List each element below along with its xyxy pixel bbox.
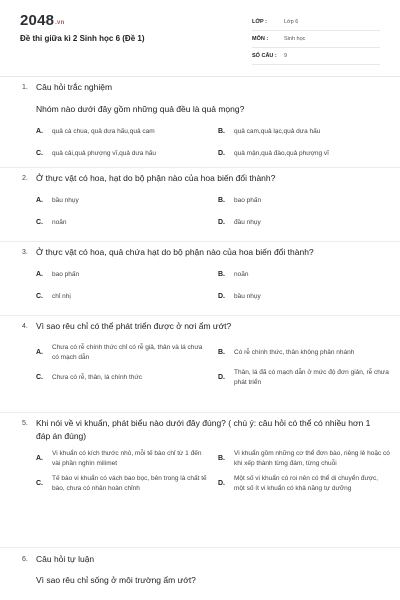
question-separator bbox=[0, 315, 400, 316]
options-grid bbox=[36, 449, 390, 493]
option-c[interactable] bbox=[36, 291, 208, 303]
option-b[interactable] bbox=[218, 195, 390, 207]
option-text: bầu nhụy bbox=[52, 197, 79, 205]
option-text: đầu nhụy bbox=[234, 219, 261, 227]
meta-row-count bbox=[252, 48, 380, 65]
question-number: 5. bbox=[22, 420, 28, 427]
option-letter: A. bbox=[36, 454, 43, 462]
option-b[interactable] bbox=[218, 343, 390, 362]
option-letter: B. bbox=[218, 271, 225, 279]
exam-header bbox=[0, 0, 400, 70]
options-grid bbox=[36, 126, 382, 160]
option-letter: C. bbox=[36, 373, 43, 381]
option-letter: D. bbox=[218, 150, 225, 158]
option-c[interactable] bbox=[36, 148, 208, 160]
option-text: Có rễ chính thức, thân không phân nhánh bbox=[234, 348, 355, 356]
question-separator bbox=[0, 547, 400, 548]
question-title: Ở thực vật có hoa, quả chứa hạt do bộ phận nào của hoa biến đổi thành? bbox=[36, 247, 314, 257]
option-letter: B. bbox=[218, 197, 225, 205]
meta-value: Lớp 6 bbox=[284, 19, 299, 25]
option-letter: D. bbox=[218, 479, 225, 487]
site-logo[interactable] bbox=[20, 12, 64, 29]
question-title: Câu hỏi tự luận bbox=[36, 554, 95, 564]
question-prompt: Vì sao rêu chỉ sống ở môi trường ẩm ướt? bbox=[36, 575, 196, 585]
option-b[interactable] bbox=[218, 269, 390, 281]
option-letter: C. bbox=[36, 293, 43, 301]
option-letter: A. bbox=[36, 197, 43, 205]
question-4 bbox=[22, 320, 389, 387]
option-letter: B. bbox=[218, 454, 225, 462]
option-text: quả cà chua, quả dưa hấu,quả cam bbox=[52, 128, 155, 136]
question-number: 4. bbox=[22, 323, 28, 330]
option-letter: D. bbox=[218, 293, 225, 301]
question-title: Vì sao rêu chỉ có thể phát triển được ở nơi ẩm ướt? bbox=[36, 321, 232, 331]
question-number: 1. bbox=[22, 84, 28, 91]
question-number: 2. bbox=[22, 175, 28, 182]
question-2 bbox=[22, 172, 382, 229]
question-separator bbox=[0, 167, 400, 168]
logo-text: 2048 bbox=[20, 12, 55, 29]
option-a[interactable] bbox=[36, 269, 208, 281]
option-text: noãn bbox=[52, 219, 67, 227]
option-text: Một số vi khuẩn có roi nên có thể di chuyển được, một số ít vi khuẩn có khả năng tự dưỡng bbox=[234, 475, 379, 492]
option-c[interactable] bbox=[36, 474, 208, 493]
option-c[interactable] bbox=[36, 368, 208, 387]
meta-row-subject bbox=[252, 31, 380, 48]
option-text: Chưa có rễ, thân, lá chính thức bbox=[52, 373, 143, 381]
question-title: Khi nói về vi khuẩn, phát biểu nào dưới đây đúng? ( chú ý: câu hỏi có thể có nhiều hơn 1 đáp án đúng) bbox=[36, 418, 371, 441]
logo-suffix: .vn bbox=[55, 20, 65, 26]
option-text: noãn bbox=[234, 271, 249, 279]
meta-key: SỐ CÂU : bbox=[252, 53, 277, 59]
option-a[interactable] bbox=[36, 195, 208, 207]
option-c[interactable] bbox=[36, 217, 208, 229]
option-text: quả cam,quả lạc,quả dưa hấu bbox=[234, 128, 321, 136]
meta-value: Sinh học bbox=[284, 36, 306, 42]
option-d[interactable] bbox=[218, 291, 390, 303]
question-prompt: Nhóm nào dưới đây gồm những quả đều là quả mọng? bbox=[36, 104, 245, 114]
option-b[interactable] bbox=[218, 449, 390, 468]
header-divider bbox=[0, 76, 400, 77]
option-b[interactable] bbox=[218, 126, 390, 138]
options-grid bbox=[36, 343, 389, 387]
option-text: Vi khuẩn có kích thước nhỏ, mỗi tế bào chỉ từ 1 đến vài phần nghìn milimet bbox=[52, 450, 202, 467]
option-d[interactable] bbox=[218, 368, 390, 387]
exam-meta bbox=[252, 14, 380, 65]
option-letter: C. bbox=[36, 219, 43, 227]
question-number: 6. bbox=[22, 556, 28, 563]
question-3 bbox=[22, 246, 382, 303]
option-text: Vi khuẩn gồm những cơ thể đơn bào, riêng lẻ hoặc có khi xếp thành từng đám, từng chuỗi bbox=[234, 450, 390, 467]
question-5 bbox=[22, 417, 390, 493]
option-text: Tế bào vi khuẩn có vách bao bọc, bên trong là chất tế bào, chưa có nhân hoàn chỉnh bbox=[52, 475, 207, 492]
option-text: quả mận,quả đào,quả phượng vĩ bbox=[234, 150, 329, 158]
option-letter: A. bbox=[36, 348, 43, 356]
meta-key: MÔN : bbox=[252, 36, 269, 42]
option-text: Thân, lá đã có mạch dẫn ở mức độ đơn giản, rễ chưa phát triển bbox=[234, 369, 389, 386]
option-letter: A. bbox=[36, 128, 43, 136]
option-a[interactable] bbox=[36, 449, 208, 468]
option-letter: B. bbox=[218, 128, 225, 136]
option-text: Chưa có rễ chính thức chỉ có rễ giả, thân và lá chưa có mạch dẫn bbox=[52, 344, 203, 361]
meta-row-class bbox=[252, 14, 380, 31]
option-letter: B. bbox=[218, 348, 225, 356]
question-title: Câu hỏi trắc nghiệm bbox=[36, 82, 113, 92]
question-6 bbox=[22, 553, 382, 587]
options-grid bbox=[36, 195, 382, 229]
option-text: quả cải,quả phượng vĩ,quả dưa hấu bbox=[52, 150, 157, 158]
option-letter: D. bbox=[218, 219, 225, 227]
options-grid bbox=[36, 269, 382, 303]
question-separator bbox=[0, 241, 400, 242]
option-d[interactable] bbox=[218, 148, 390, 160]
question-1 bbox=[22, 81, 382, 160]
option-text: bao phấn bbox=[234, 197, 262, 205]
question-number: 3. bbox=[22, 249, 28, 256]
option-letter: C. bbox=[36, 479, 43, 487]
option-a[interactable] bbox=[36, 126, 208, 138]
option-d[interactable] bbox=[218, 474, 390, 493]
option-a[interactable] bbox=[36, 343, 208, 362]
option-text: chỉ nhị bbox=[52, 293, 71, 301]
question-separator bbox=[0, 412, 400, 413]
option-letter: C. bbox=[36, 150, 43, 158]
option-text: bao phấn bbox=[52, 271, 80, 279]
option-text: bầu nhụy bbox=[234, 293, 261, 301]
option-d[interactable] bbox=[218, 217, 390, 229]
meta-value: 9 bbox=[284, 53, 288, 59]
option-letter: D. bbox=[218, 373, 225, 381]
exam-title: Đề thi giữa kì 2 Sinh học 6 (Đề 1) bbox=[20, 34, 145, 43]
question-title: Ở thực vật có hoa, hạt do bộ phận nào của hoa biến đổi thành? bbox=[36, 173, 276, 183]
option-letter: A. bbox=[36, 271, 43, 279]
meta-key: LỚP : bbox=[252, 19, 267, 25]
